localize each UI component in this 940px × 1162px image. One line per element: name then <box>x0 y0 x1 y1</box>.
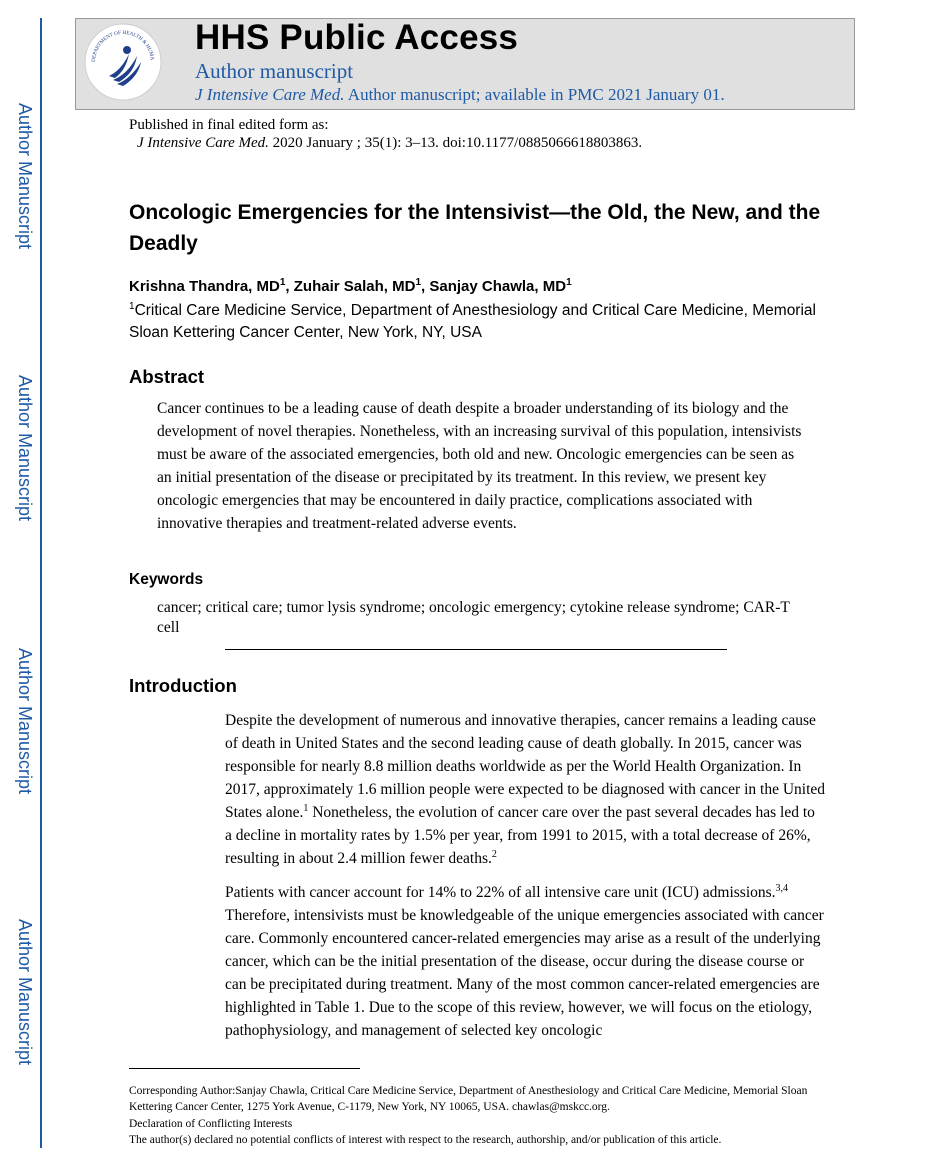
corresponding-author-note: Corresponding Author:Sanjay Chawla, Critical Care Medicine Service, Department of Anesthesiology and Critical Care Medicine, Memorial Sloan Kettering Cancer Center, 1275 York Avenue, C-1179, New York, NY 10065, USA. chawlas@mskcc.org. <box>129 1085 808 1113</box>
left-margin-rule <box>40 18 42 1148</box>
side-label-4: Author Manuscript <box>15 918 35 1066</box>
hhs-logo-icon <box>83 22 163 102</box>
intro-paragraph-1: Despite the development of numerous and innovative therapies, cancer remains a leading cause of death in United States and the second leading cause of death globally. In 2015, cancer was responsible for nearly 8.8 million deaths worldwide as per the World Health Organization. In 2017, approximately 1.6 million people were expected to be diagnosed with cancer in the United States alone.$^1$ Nonetheless, the evolution of cancer care over the past several decades has led to a decline in mortality rates by 1.5% per year, from 1991 to 2015, with a total decrease of 26%, resulting in about 2.4 million fewer deaths.$^2$ <box>225 712 826 867</box>
keywords-heading: Keywords <box>129 571 204 588</box>
published-citation: J Intensive Care Med. 2020 January ; 35(1): 3–13. doi:10.1177/0885066618803863. <box>137 135 643 151</box>
abstract-heading: Abstract <box>129 366 205 387</box>
logo-arc-text: DEPARTMENT OF HEALTH & HUMA <box>90 29 155 63</box>
author-affiliation: $^1$Critical Care Medicine Service, Department of Anesthesiology and Critical Care Medicine, Memorial Sloan Kettering Cancer Center, New York, NY, USA <box>129 300 816 341</box>
side-label-1: Author Manuscript <box>15 102 35 250</box>
conflict-heading: Declaration of Conflicting Interests <box>129 1118 293 1130</box>
conflict-statement: The author(s) declared no potential conflicts of interest with respect to the research, authorship, and/or publication of this article. <box>129 1134 722 1146</box>
keywords-text: cancer; critical care; tumor lysis syndrome; oncologic emergency; cytokine release syndrome; CAR-T cell <box>157 599 790 636</box>
intro-paragraph-2: Patients with cancer account for 14% to 22% of all intensive care unit (ICU) admissions.$^{3,4}$ Therefore, intensivists must be knowledgeable of the unique emergencies associated with cancer care. Commonly encountered cancer-related emergencies may arise as a result of the underlying cancer, which can be the initial presentation of the disease, occur during the disease course or can be precipitated during treatment. Many of the most common cancer-related emergencies are highlighted in Table 1. Due to the scope of this review, however, we will focus on the etiology, pathophysiology, and management of selected key oncologic <box>225 882 824 1039</box>
published-label: Published in final edited form as: <box>129 117 329 133</box>
side-label-3: Author Manuscript <box>15 647 35 795</box>
author-list: Krishna Thandra, $MD^1$, Zuhair Salah, $MD^1$, Sanjay Chawla, $MD^1$ <box>129 277 572 295</box>
footnote-rule <box>129 1068 360 1069</box>
article-title: Oncologic Emergencies for the Intensivist—the Old, the New, and the Deadly <box>129 201 821 255</box>
side-label-2: Author Manuscript <box>15 374 35 522</box>
section-divider <box>225 649 727 650</box>
hhs-public-access-title: HHS Public Access <box>195 18 519 57</box>
author-manuscript-label: Author manuscript <box>195 59 354 83</box>
introduction-heading: Introduction <box>129 675 237 696</box>
journal-availability: J Intensive Care Med. Author manuscript; available in PMC 2021 January 01. <box>195 85 725 104</box>
abstract-text: Cancer continues to be a leading cause of death despite a broader understanding of its biology and the development of novel therapies. Nonetheless, with an increasing survival of this population, intensivists must be aware of the associated emergencies, both old and new. Oncologic emergencies can be seen as an initial presentation of the disease or precipitated by its treatment. In this review, we present key oncologic emergencies that may be encountered in daily practice, complications associated with innovative therapies and treatment-related adverse events. <box>157 400 802 533</box>
